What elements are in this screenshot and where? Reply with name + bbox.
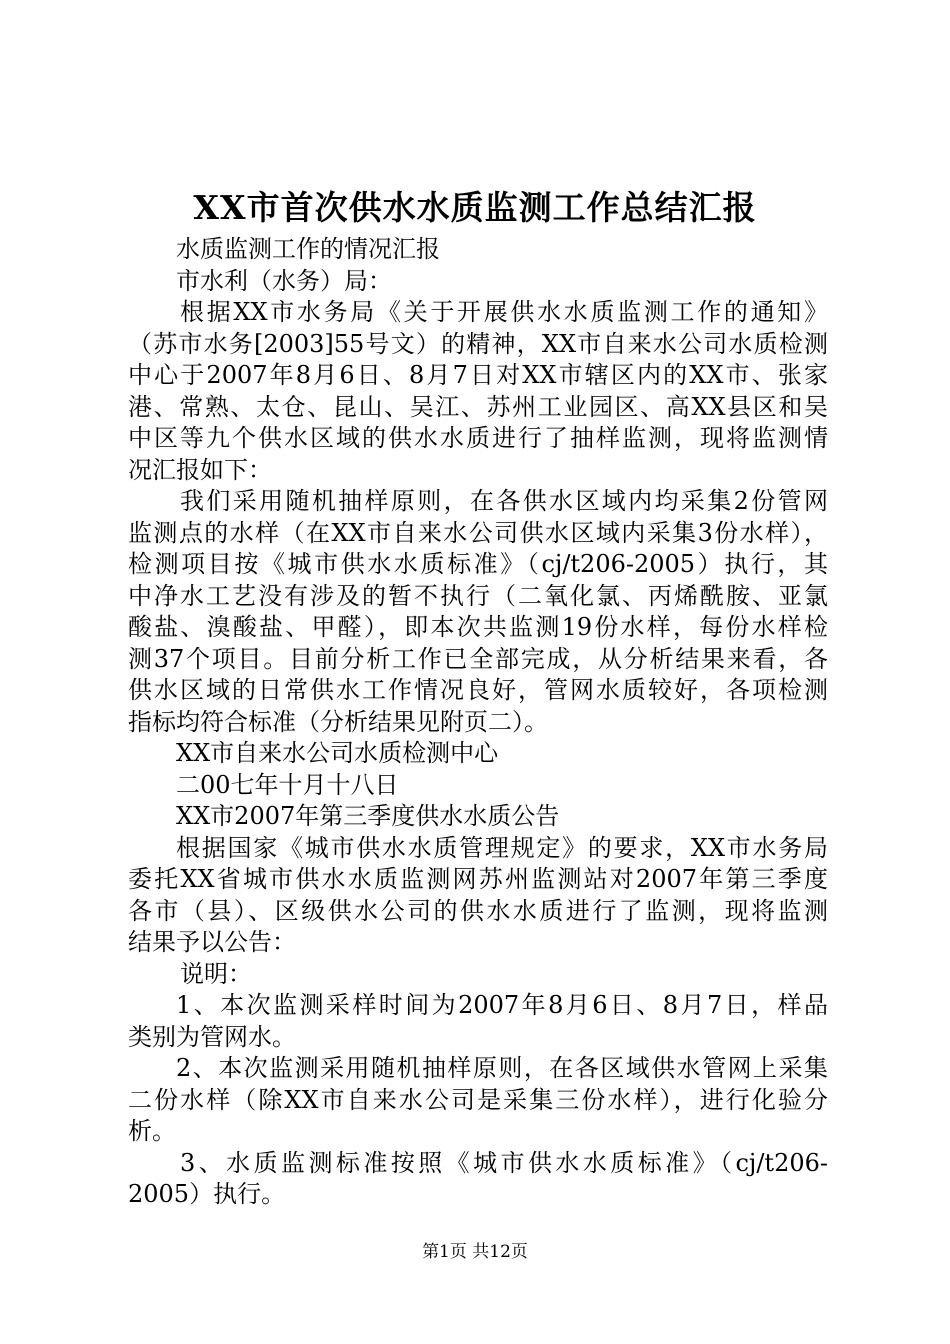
- body-line: 测37个项目。目前分析工作已全部完成，从分析结果来看，各: [128, 644, 828, 673]
- body-line: 港、常熟、太仓、昆山、吴江、苏州工业园区、高XX县区和吴: [128, 392, 828, 421]
- body-line: XX市2007年第三季度供水水质公告: [176, 802, 560, 830]
- body-line: 水质监测工作的情况汇报: [176, 235, 440, 263]
- body-line: 类别为管网水。: [128, 1022, 296, 1051]
- body-line: 各市（县）、区级供水公司的供水水质进行了监测，现将监测: [128, 896, 828, 925]
- body-line: 况汇报如下：: [128, 455, 272, 484]
- body-line: 2005）执行。: [128, 1180, 286, 1208]
- body-line: 1、本次监测采样时间为2007年8月6日、8月7日，样品: [176, 991, 828, 1019]
- body-line: 供水区域的日常供水工作情况良好，管网水质较好，各项检测: [128, 676, 828, 704]
- body-line: XX市自来水公司水质检测中心: [176, 739, 499, 767]
- body-line: 根据XX市水务局《关于开展供水水质监测工作的通知》: [180, 298, 828, 326]
- page-footer: 第1页 共12页: [422, 1242, 528, 1262]
- body-line: 二00七年十月十八日: [176, 770, 399, 799]
- body-line: 指标均符合标准（分析结果见附页二）。: [128, 707, 548, 736]
- body-line: 我们采用随机抽样原则，在各供水区域内均采集2份管网: [180, 487, 828, 515]
- body-line: 酸盐、溴酸盐、甲醛），即本次共监测19份水样，每份水样检: [128, 613, 828, 641]
- body-line: 3、水质监测标准按照《城市供水水质标准》（cj/t206-: [180, 1148, 828, 1177]
- body-line: 委托XX省城市供水水质监测网苏州监测站对2007年第三季度: [128, 865, 828, 893]
- body-line: 中净水工艺没有涉及的暂不执行（二氧化氯、丙烯酰胺、亚氯: [128, 581, 828, 610]
- body-line: 中心于2007年8月6日、8月7日对XX市辖区内的XX市、张家: [128, 361, 828, 389]
- document-title: XX市首次供水水质监测工作总结汇报: [193, 188, 757, 227]
- body-line: 二份水样（除XX市自来水公司是采集三份水样），进行化验分: [128, 1085, 828, 1114]
- body-line: 市水利（水务）局：: [176, 266, 392, 295]
- body-line: 2、本次监测采用随机抽样原则，在各区域供水管网上采集: [176, 1054, 828, 1082]
- body-line: 检测项目按《城市供水水质标准》（cj/t206-2005）执行，其: [128, 550, 828, 578]
- body-line: （苏市水务[2003]55号文）的精神，XX市自来水公司水质检测: [128, 329, 828, 358]
- body-line: 根据国家《城市供水水质管理规定》的要求，XX市水务局: [176, 833, 828, 862]
- body-line: 监测点的水样（在XX市自来水公司供水区域内采集3份水样），: [128, 518, 828, 547]
- document-body: [128, 234, 828, 1211]
- body-line: 结果予以公告：: [128, 928, 296, 956]
- body-line: 说明：: [180, 959, 252, 988]
- body-line: 中区等九个供水区域的供水水质进行了抽样监测，现将监测情: [128, 424, 828, 452]
- body-line: 析。: [128, 1117, 176, 1145]
